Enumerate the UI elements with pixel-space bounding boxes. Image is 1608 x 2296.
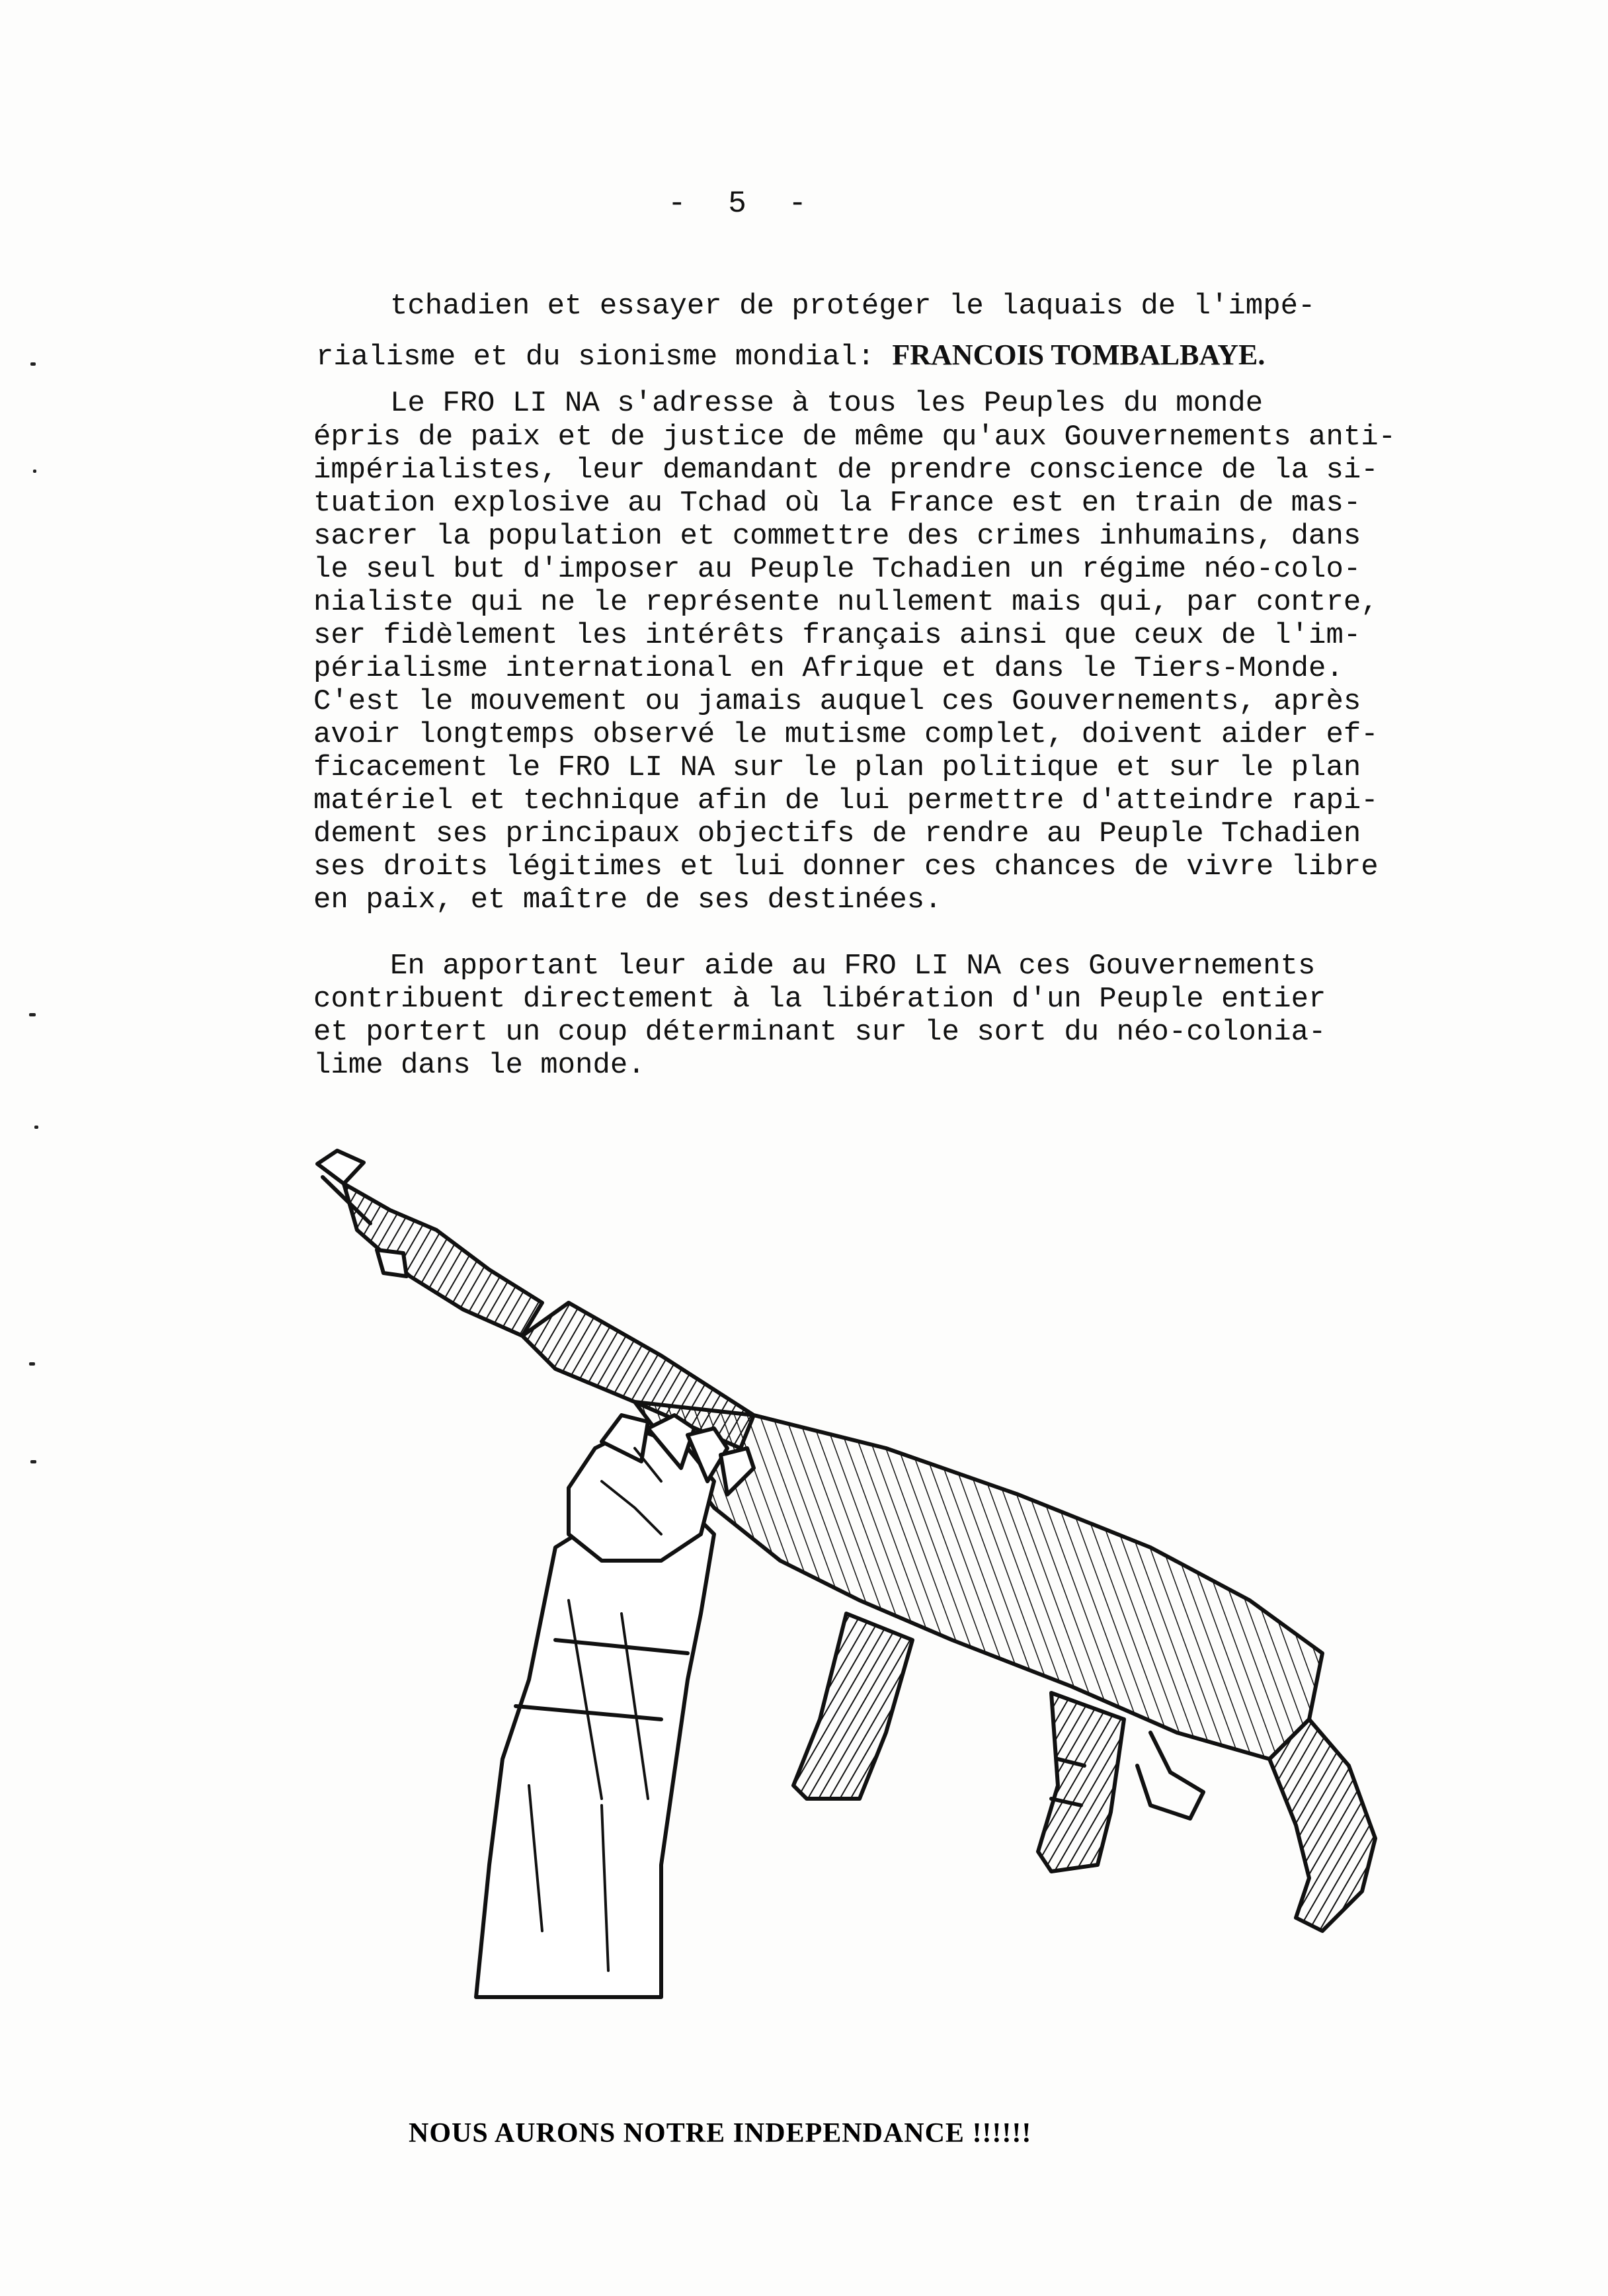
- text-line: périalisme international en Afrique et dans le Tiers-Monde.: [313, 652, 1344, 685]
- raised-fist-holding-rifle-drawing: [291, 1137, 1388, 2037]
- margin-mark: [29, 1362, 35, 1366]
- text-line: en paix, et maître de ses destinées.: [313, 883, 942, 917]
- margin-mark: [33, 470, 36, 473]
- margin-mark: [29, 1013, 36, 1016]
- text-line: matériel et technique afin de lui permettre d'atteindre rapi-: [313, 784, 1379, 817]
- text-line: ficacement le FRO LI NA sur le plan politique et sur le plan: [313, 751, 1361, 784]
- text-line: sacrer la population et commettre des crimes inhumains, dans: [313, 520, 1361, 553]
- text-line: le seul but d'imposer au Peuple Tchadien un régime néo-colo-: [313, 553, 1361, 586]
- text-line: dement ses principaux objectifs de rendre au Peuple Tchadien: [313, 817, 1361, 850]
- text-line: tuation explosive au Tchad où la France est en train de mas-: [313, 487, 1361, 520]
- text-line: lime dans le monde.: [313, 1049, 645, 1082]
- text-line: impérialistes, leur demandant de prendre conscience de la si-: [313, 454, 1379, 487]
- text-line: C'est le mouvement ou jamais auquel ces Gouvernements, après: [313, 685, 1361, 718]
- text-line: ser fidèlement les intérêts français ainsi que ceux de l'im-: [313, 619, 1361, 652]
- page-number: - 5 -: [668, 186, 819, 221]
- slogan-caption: NOUS AURONS NOTRE INDEPENDANCE !!!!!!: [409, 2118, 1032, 2149]
- margin-mark: [34, 1126, 38, 1129]
- illustration: [291, 1137, 1388, 2037]
- text-line: En apportant leur aide au FRO LI NA ces Gouvernements: [390, 950, 1316, 983]
- text-fragment: rialisme et du sionisme mondial: [316, 341, 858, 374]
- text-line: tchadien et essayer de protéger le laquais de l'impé-: [390, 290, 1316, 323]
- name-highlight: FRANCOIS TOMBALBAYE.: [892, 339, 1266, 371]
- text-line: avoir longtemps observé le mutisme complet, doivent aider ef-: [313, 718, 1379, 751]
- margin-mark: [30, 1460, 36, 1463]
- text-line: ses droits légitimes et lui donner ces chances de vivre libre: [313, 850, 1379, 883]
- text-line: Le FRO LI NA s'adresse à tous les Peuples du monde: [390, 387, 1264, 420]
- text-line: nialiste qui ne le représente nullement mais qui, par contre,: [313, 586, 1379, 619]
- colon-mark: :: [857, 341, 893, 374]
- text-line: [316, 339, 1265, 374]
- text-line: épris de paix et de justice de même qu'aux Gouvernements anti-: [313, 421, 1396, 454]
- text-line: et portert un coup déterminant sur le sort du néo-colonia-: [313, 1016, 1326, 1049]
- margin-mark: [30, 362, 36, 366]
- text-line: contribuent directement à la libération d'un Peuple entier: [313, 983, 1326, 1016]
